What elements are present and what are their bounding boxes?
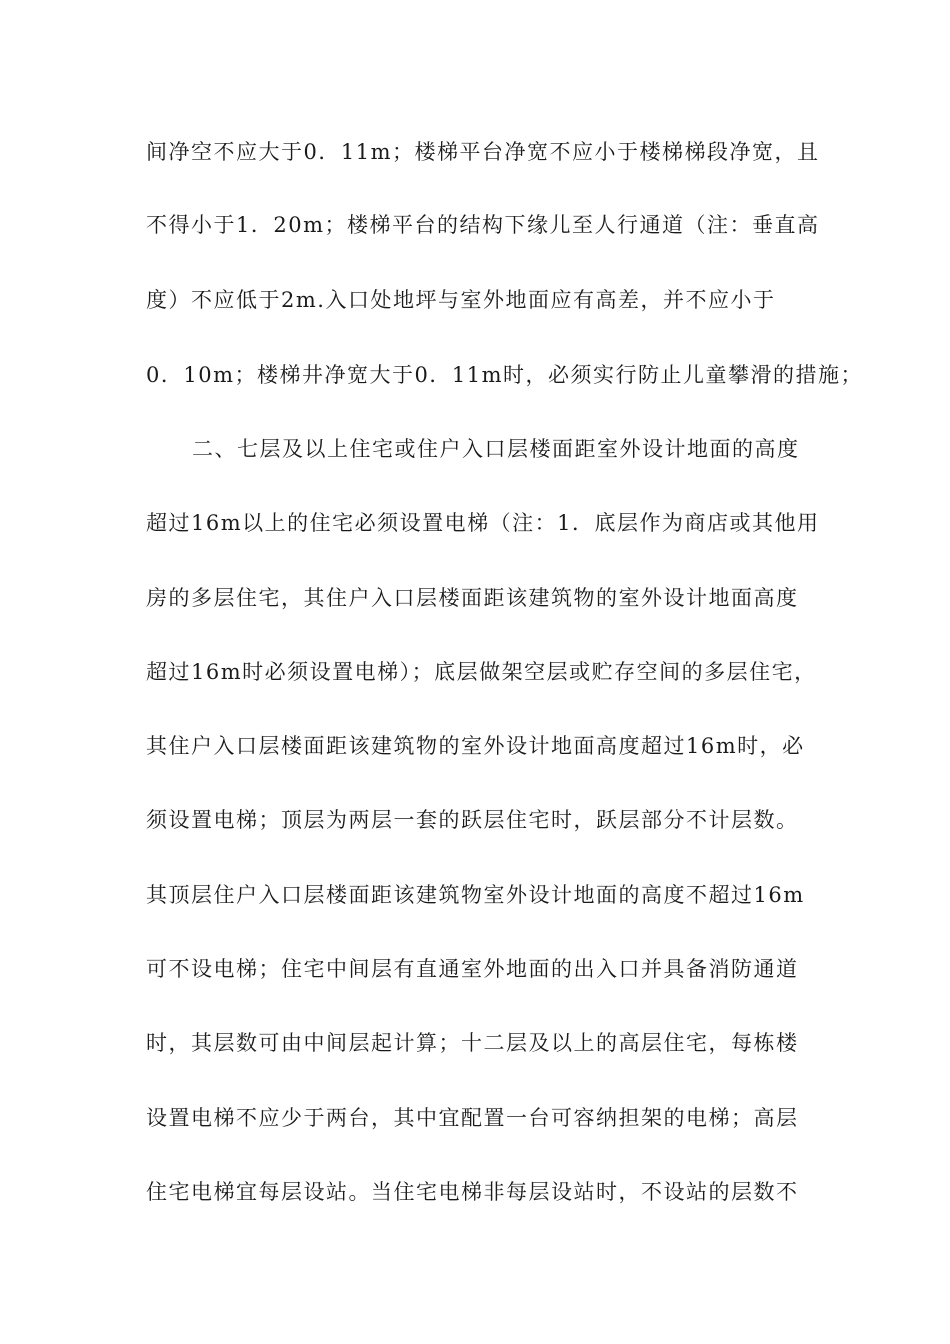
text-line-2: 不得小于1．20m；楼梯平台的结构下缘儿至人行通道（注：垂直高: [146, 213, 820, 237]
text-line-8: 超过16m时必须设置电梯）；底层做架空层或贮存空间的多层住宅，: [146, 660, 817, 684]
text-line-4: 0．10m；楼梯井净宽大于0．11m时，必须实行防止儿童攀滑的措施；: [146, 363, 863, 387]
text-line-10: 须设置电梯；顶层为两层一套的跃层住宅时，跃层部分不计层数。: [146, 808, 799, 832]
text-line-11: 其顶层住户入口层楼面距该建筑物室外设计地面的高度不超过16m: [146, 883, 805, 907]
text-line-14: 设置电梯不应少于两台，其中宜配置一台可容纳担架的电梯；高层: [146, 1106, 799, 1130]
text-line-15: 住宅电梯宜每层设站。当住宅电梯非每层设站时，不设站的层数不: [146, 1180, 799, 1204]
text-line-12: 可不设电梯；住宅中间层有直通室外地面的出入口并具备消防通道: [146, 957, 799, 981]
text-line-5: 二、七层及以上住宅或住户入口层楼面距室外设计地面的高度: [192, 437, 800, 461]
text-line-13: 时，其层数可由中间层起计算；十二层及以上的高层住宅，每栋楼: [146, 1031, 799, 1055]
text-line-7: 房的多层住宅，其住户入口层楼面距该建筑物的室外设计地面高度: [146, 586, 799, 610]
text-line-1: 间净空不应大于0．11m；楼梯平台净宽不应小于楼梯梯段净宽，且: [146, 140, 820, 164]
text-line-9: 其住户入口层楼面距该建筑物的室外设计地面高度超过16m时，必: [146, 734, 805, 758]
text-line-3: 度）不应低于2m.入口处地坪与室外地面应有高差，并不应小于: [146, 288, 776, 312]
text-line-6: 超过16m以上的住宅必须设置电梯（注：1．底层作为商店或其他用: [146, 511, 820, 535]
